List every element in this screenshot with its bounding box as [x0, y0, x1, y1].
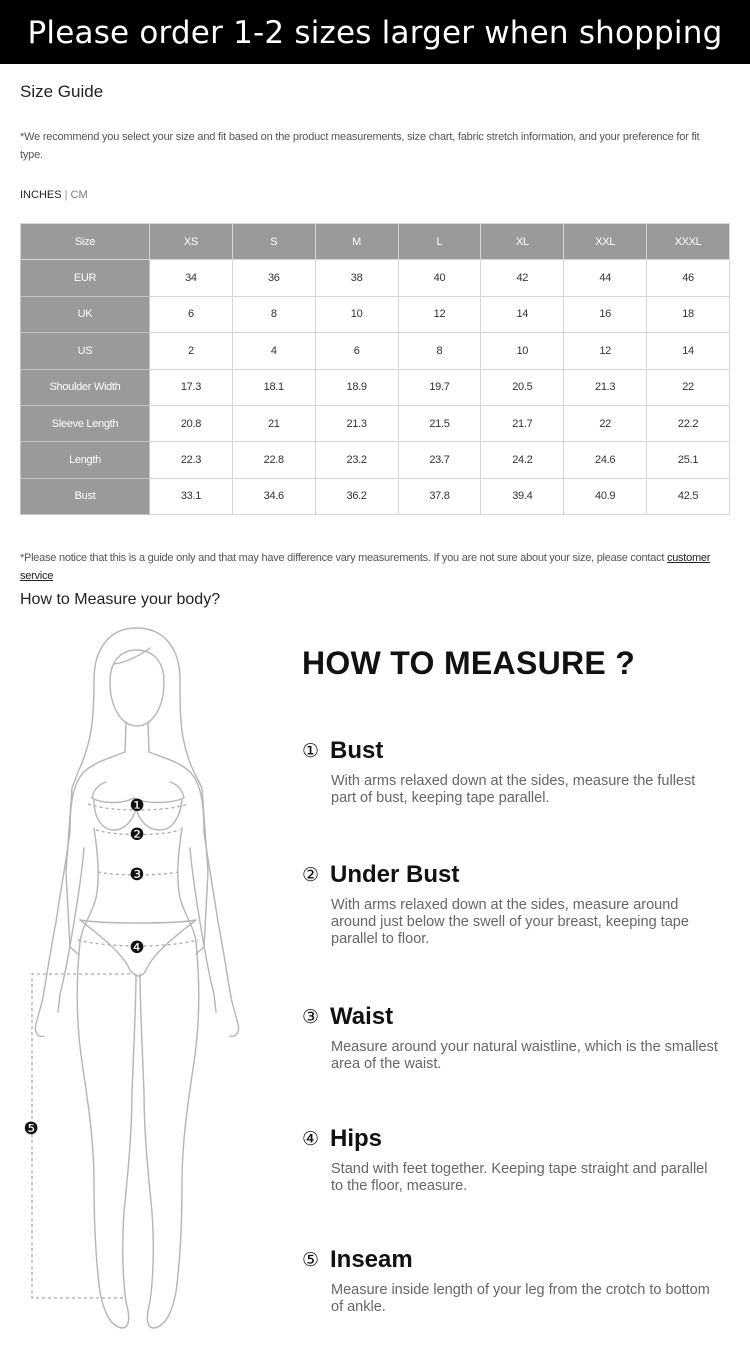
step-inseam: [302, 1246, 722, 1316]
value-cell: 20.5: [481, 369, 564, 405]
size-row: [21, 260, 730, 296]
size-row: [21, 478, 730, 514]
step-description: With arms relaxed down at the sides, measure the fullest part of bust, keeping tape parallel.: [331, 773, 696, 806]
value-cell: 38: [315, 260, 398, 296]
row-label-cell: Shoulder Width: [21, 369, 150, 405]
value-cell: 25.1: [647, 442, 730, 478]
value-cell: 42: [481, 260, 564, 296]
value-cell: 21.3: [564, 369, 647, 405]
marker-waist: ❸: [129, 865, 145, 885]
value-cell: 18.9: [315, 369, 398, 405]
value-cell: 14: [481, 296, 564, 332]
size-chart-table: [20, 223, 730, 515]
value-cell: 22: [564, 405, 647, 441]
inseam-line: [32, 974, 130, 1298]
step-label: Inseam: [330, 1246, 413, 1273]
unit-cm-button[interactable]: CM: [70, 189, 88, 201]
value-cell: 21.7: [481, 405, 564, 441]
step-description: Stand with feet together. Keeping tape straight and parallel to the floor, measure.: [331, 1161, 708, 1194]
step-waist: [302, 1003, 722, 1073]
value-cell: 22: [647, 369, 730, 405]
value-cell: 46: [647, 260, 730, 296]
value-cell: 21.5: [398, 405, 481, 441]
size-row: [21, 405, 730, 441]
value-cell: 24.6: [564, 442, 647, 478]
step-under-bust: [302, 861, 722, 948]
step-label: Hips: [330, 1125, 383, 1152]
unit-separator: |: [64, 189, 68, 201]
value-cell: 40: [398, 260, 481, 296]
step-label: Bust: [330, 737, 384, 764]
row-label-cell: Sleeve Length: [21, 405, 150, 441]
value-cell: 14: [647, 333, 730, 369]
unit-inches-button[interactable]: INCHES: [20, 189, 62, 201]
fit-recommendation-note: *We recommend you select your size and fit based on the product measurements, size chart, fabric stretch information, and your preference for fit type.: [20, 131, 700, 161]
customer-service-link[interactable]: customer service: [20, 552, 711, 582]
value-cell: 36.2: [315, 478, 398, 514]
size-table-body: [21, 260, 730, 515]
step-label: Under Bust: [330, 861, 460, 888]
step-number: ③: [302, 1006, 320, 1028]
promo-banner: Please order 1-2 sizes larger when shopping: [0, 0, 750, 64]
header-cell: XS: [150, 224, 233, 260]
header-cell: S: [232, 224, 315, 260]
header-cell: L: [398, 224, 481, 260]
value-cell: 21: [232, 405, 315, 441]
size-header-row: [21, 224, 730, 260]
value-cell: 18: [647, 296, 730, 332]
value-cell: 22.8: [232, 442, 315, 478]
row-label-cell: UK: [21, 296, 150, 332]
step-number: ②: [302, 864, 320, 886]
step-description: With arms relaxed down at the sides, measure around around just below the swell of your breast, keeping tape parallel to floor.: [331, 897, 689, 947]
value-cell: 44: [564, 260, 647, 296]
size-row: [21, 369, 730, 405]
value-cell: 8: [232, 296, 315, 332]
step-description: Measure around your natural waistline, which is the smallest area of the waist.: [331, 1039, 718, 1072]
step-number: ⑤: [302, 1249, 320, 1271]
value-cell: 21.3: [315, 405, 398, 441]
disclaimer-text: *Please notice that this is a guide only and that may have difference vary measurements. If you are not sure about your size, please contact: [20, 552, 667, 564]
page-title: Size Guide: [20, 82, 104, 101]
value-cell: 33.1: [150, 478, 233, 514]
value-cell: 10: [481, 333, 564, 369]
value-cell: 34.6: [232, 478, 315, 514]
step-hips: [302, 1125, 722, 1195]
value-cell: 39.4: [481, 478, 564, 514]
row-label-cell: Bust: [21, 478, 150, 514]
marker-hips: ❹: [129, 938, 145, 958]
marker-bust: ❶: [129, 796, 145, 816]
value-cell: 17.3: [150, 369, 233, 405]
how-to-measure-heading: How to Measure your body?: [20, 591, 221, 608]
value-cell: 37.8: [398, 478, 481, 514]
value-cell: 4: [232, 333, 315, 369]
size-row: [21, 296, 730, 332]
value-cell: 22.2: [647, 405, 730, 441]
header-cell: M: [315, 224, 398, 260]
value-cell: 16: [564, 296, 647, 332]
value-cell: 20.8: [150, 405, 233, 441]
step-label: Waist: [330, 1003, 394, 1030]
header-cell: Size: [21, 224, 150, 260]
row-label-cell: EUR: [21, 260, 150, 296]
value-cell: 2: [150, 333, 233, 369]
size-row: [21, 442, 730, 478]
value-cell: 18.1: [232, 369, 315, 405]
value-cell: 34: [150, 260, 233, 296]
value-cell: 6: [315, 333, 398, 369]
value-cell: 40.9: [564, 478, 647, 514]
value-cell: 23.7: [398, 442, 481, 478]
marker-inseam: ❺: [23, 1119, 39, 1139]
value-cell: 22.3: [150, 442, 233, 478]
step-bust: [302, 737, 722, 807]
marker-under-bust: ❷: [129, 825, 145, 845]
value-cell: 10: [315, 296, 398, 332]
measurement-disclaimer: [20, 549, 736, 585]
value-cell: 12: [398, 296, 481, 332]
value-cell: 24.2: [481, 442, 564, 478]
body-measurement-figure: [18, 622, 268, 1342]
value-cell: 23.2: [315, 442, 398, 478]
unit-toggle: [20, 189, 88, 201]
value-cell: 19.7: [398, 369, 481, 405]
how-to-measure-title: HOW TO MEASURE ?: [302, 645, 636, 681]
value-cell: 6: [150, 296, 233, 332]
header-cell: XXL: [564, 224, 647, 260]
value-cell: 42.5: [647, 478, 730, 514]
row-label-cell: US: [21, 333, 150, 369]
step-number: ①: [302, 740, 320, 762]
header-cell: XL: [481, 224, 564, 260]
size-row: [21, 333, 730, 369]
value-cell: 8: [398, 333, 481, 369]
header-cell: XXXL: [647, 224, 730, 260]
row-label-cell: Length: [21, 442, 150, 478]
step-number: ④: [302, 1128, 320, 1150]
value-cell: 36: [232, 260, 315, 296]
step-description: Measure inside length of your leg from the crotch to bottom of ankle.: [331, 1282, 710, 1315]
value-cell: 12: [564, 333, 647, 369]
